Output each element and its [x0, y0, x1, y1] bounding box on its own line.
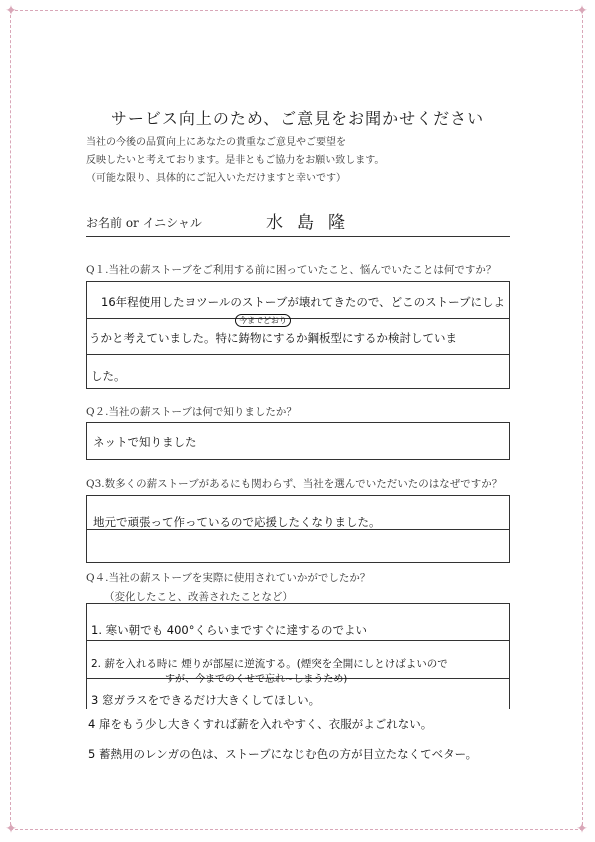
question-1: Q１.当社の薪ストーブをご利用する前に困っていたこと、悩んでいたことは何ですか？: [86, 264, 497, 276]
question-3: Q3.数多くの薪ストーブがあるにも関わらず、当社を選んでいただいたのはなぜですか？: [86, 478, 503, 490]
name-field[interactable]: [86, 210, 510, 237]
corner-ornament: ✦: [576, 821, 588, 837]
answer-line: した。: [91, 369, 126, 383]
answer-box-4[interactable]: [86, 603, 510, 709]
corner-ornament: ✦: [5, 3, 17, 19]
answer-line: 3 窓ガラスをできるだけ大きくしてほしい。: [91, 693, 321, 707]
intro-text: [86, 134, 384, 188]
margin-note: 今までどおり: [235, 314, 291, 327]
answer-line: 2. 薪を入れる時に 煙りが部屋に逆流する。(煙突を全開にしとけばよいので: [91, 658, 448, 670]
answer-line: 16年程使用したヨツールのストーブが壊れてきたので、どこのストーブにしよ: [101, 295, 506, 309]
answer-line: 4 扉をもう少し大きくすれば薪を入れやすく、衣服がよごれない。: [88, 717, 433, 731]
answer-line: 地元で頑張って作っているので応援したくなりました。: [93, 515, 381, 529]
answer-line: ネットで知りました: [93, 435, 197, 449]
page-title: サービス向上のため、ご意見をお聞かせください: [110, 109, 485, 128]
answer-line: うかと考えていました。特に鋳物にするか鋼板型にするか検討していま: [89, 331, 457, 345]
ruled-line: [87, 354, 509, 355]
intro-line: （可能な限り、具体的にご記入いただけますと幸いです）: [86, 173, 346, 184]
intro-line: 反映したいと考えております。是非ともご協力をお願い致します。: [86, 155, 385, 166]
name-label: お名前 or イニシャル: [86, 216, 202, 230]
ruled-line: [87, 318, 509, 319]
answer-line: 1. 寒い朝でも 400°くらいまですぐに達するのでよい: [91, 623, 367, 637]
answer-line: すが、今までのくせで忘れ~しまうため): [165, 674, 348, 685]
question-2: Q２.当社の薪ストーブは何で知りましたか？: [86, 406, 297, 418]
question-4: Q４.当社の薪ストーブを実際に使用されていかがでしたか？: [86, 572, 371, 584]
name-value: 水島隆: [266, 213, 359, 233]
intro-line: 当社の今後の品質向上にあなたの貴重なご意見やご要望を: [86, 137, 346, 148]
answer-box-1[interactable]: [86, 281, 510, 389]
question-4-sub: （変化したこと、改善されたことなど）: [104, 591, 293, 603]
ruled-line: [87, 640, 509, 641]
corner-ornament: ✦: [576, 3, 588, 19]
corner-ornament: ✦: [5, 821, 17, 837]
answer-box-2[interactable]: [86, 422, 510, 460]
answer-box-3[interactable]: [86, 495, 510, 563]
answer-line: 5 蓄熱用のレンガの色は、ストーブになじむ色の方が目立たなくてベター。: [88, 747, 478, 761]
